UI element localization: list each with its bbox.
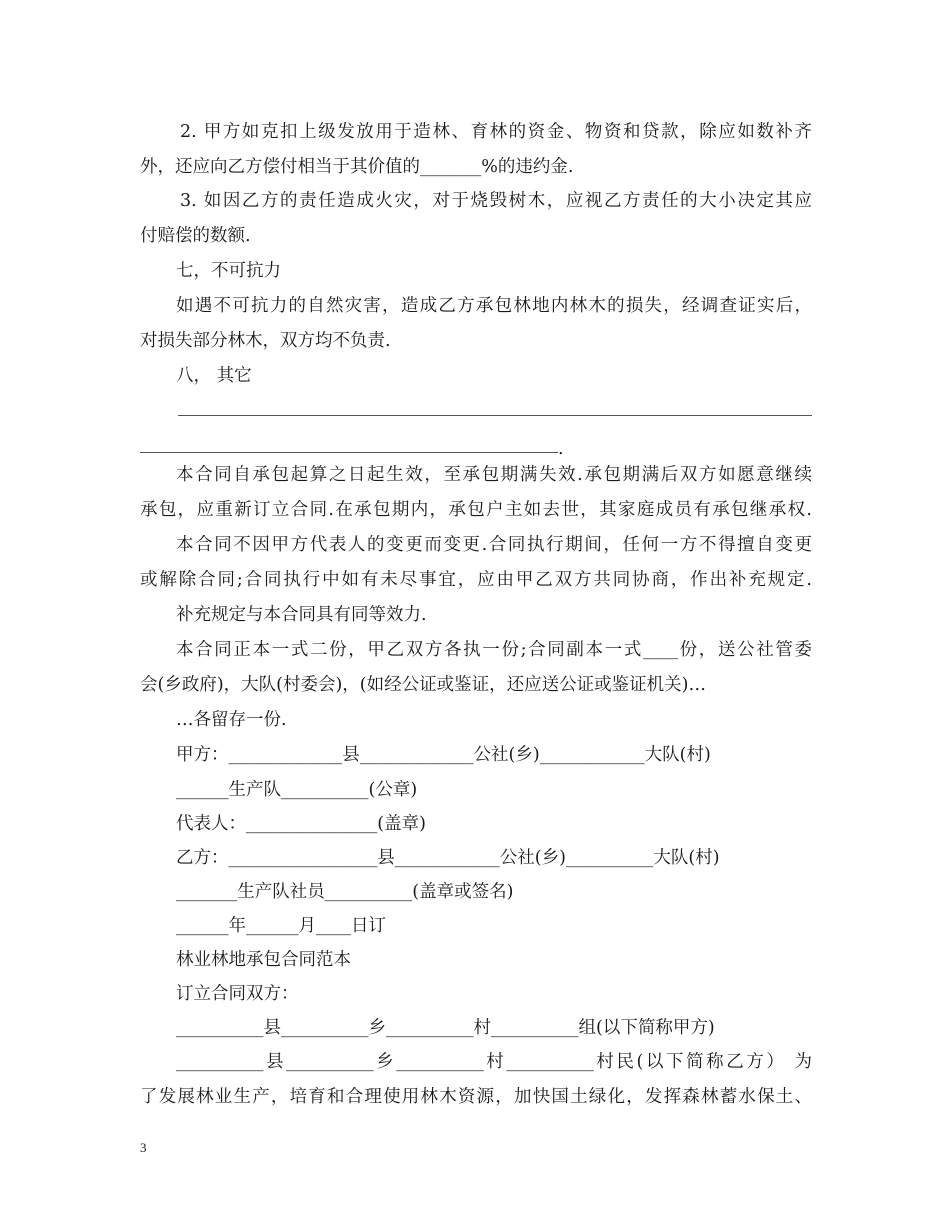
section-7-heading: 七，不可抗力 [176, 261, 281, 281]
party-b-team-line: _______生产队社员__________(盖章或签名) [176, 882, 514, 902]
change-para-line-1: 本合同不因甲方代表人的变更而变更.合同执行期间，任何一方不得擅自变更 [176, 535, 812, 555]
clause-6-3-line-2: 付赔偿的数额. [140, 226, 251, 246]
section-7-line-1: 如遇不可抗力的自然灾害，造成乙方承包林地内林木的损失，经调查证实后， [176, 296, 812, 316]
copies-para-line-1: 本合同正本一式二份，甲乙双方各执一份;合同副本一式____份，送公社管委 [176, 640, 812, 660]
contract-template-title: 林业林地承包合同范本 [176, 950, 351, 970]
clause-6-2-line-1: 2. 甲方如克扣上级发放用于造林、育林的资金、物资和贷款，除应如数补齐 [180, 122, 812, 142]
party-b-address-line: __________县__________乡__________村__________村民(以下简称乙方） 为 [176, 1052, 812, 1072]
purpose-line: 了发展林业生产，培育和合理使用林木资源，加快国土绿化，发挥森林蓄水保土、 [140, 1087, 812, 1107]
copies-para-line-2: 会(乡政府)，大队(村委会)，(如经公证或鉴证，还应送公证或鉴证机关)… [140, 675, 706, 695]
clause-6-2-line-2: 外，还应向乙方偿付相当于其价值的_______%的违约金. [140, 157, 574, 177]
section-7-line-2: 对损失部分林木，双方均不负责. [140, 331, 391, 351]
blank-rule-2 [140, 452, 558, 453]
party-a-location-line: 甲方：_____________县_____________公社(乡)____________大队(村) [176, 745, 711, 765]
representative-line: 代表人：_______________(盖章) [176, 814, 426, 834]
rule-end-period: . [558, 439, 564, 459]
date-line: ______年______月____日订 [176, 916, 386, 936]
parties-heading: 订立合同双方： [176, 984, 299, 1004]
effective-para-line-1: 本合同自承包起算之日起生效，至承包期满失效.承包期满后双方如愿意继续 [176, 465, 812, 485]
party-a-team-line: ______生产队__________(公章) [176, 780, 418, 800]
party-a-address-line: __________县__________乡__________村__________组(以下简称甲方) [176, 1018, 715, 1038]
party-b-location-line: 乙方：_________________县____________公社(乡)__________大队(村) [176, 848, 720, 868]
effective-para-line-2: 承包，应重新订立合同.在承包期内，承包户主如去世，其家庭成员有承包继承权. [140, 500, 812, 520]
clause-6-3-line-1: 3. 如因乙方的责任造成火灾，对于烧毁树木，应视乙方责任的大小决定其应 [180, 191, 812, 211]
copies-para-line-3: …各留存一份. [176, 710, 287, 730]
page-number: 3 [140, 1140, 147, 1155]
supplement-para: 补充规定与本合同具有同等效力. [176, 605, 427, 625]
blank-rule-1 [178, 415, 812, 416]
section-8-heading: 八， 其它 [176, 366, 252, 386]
change-para-line-2: 或解除合同;合同执行中如有未尽事宜，应由甲乙双方共同协商，作出补充规定. [140, 570, 812, 590]
